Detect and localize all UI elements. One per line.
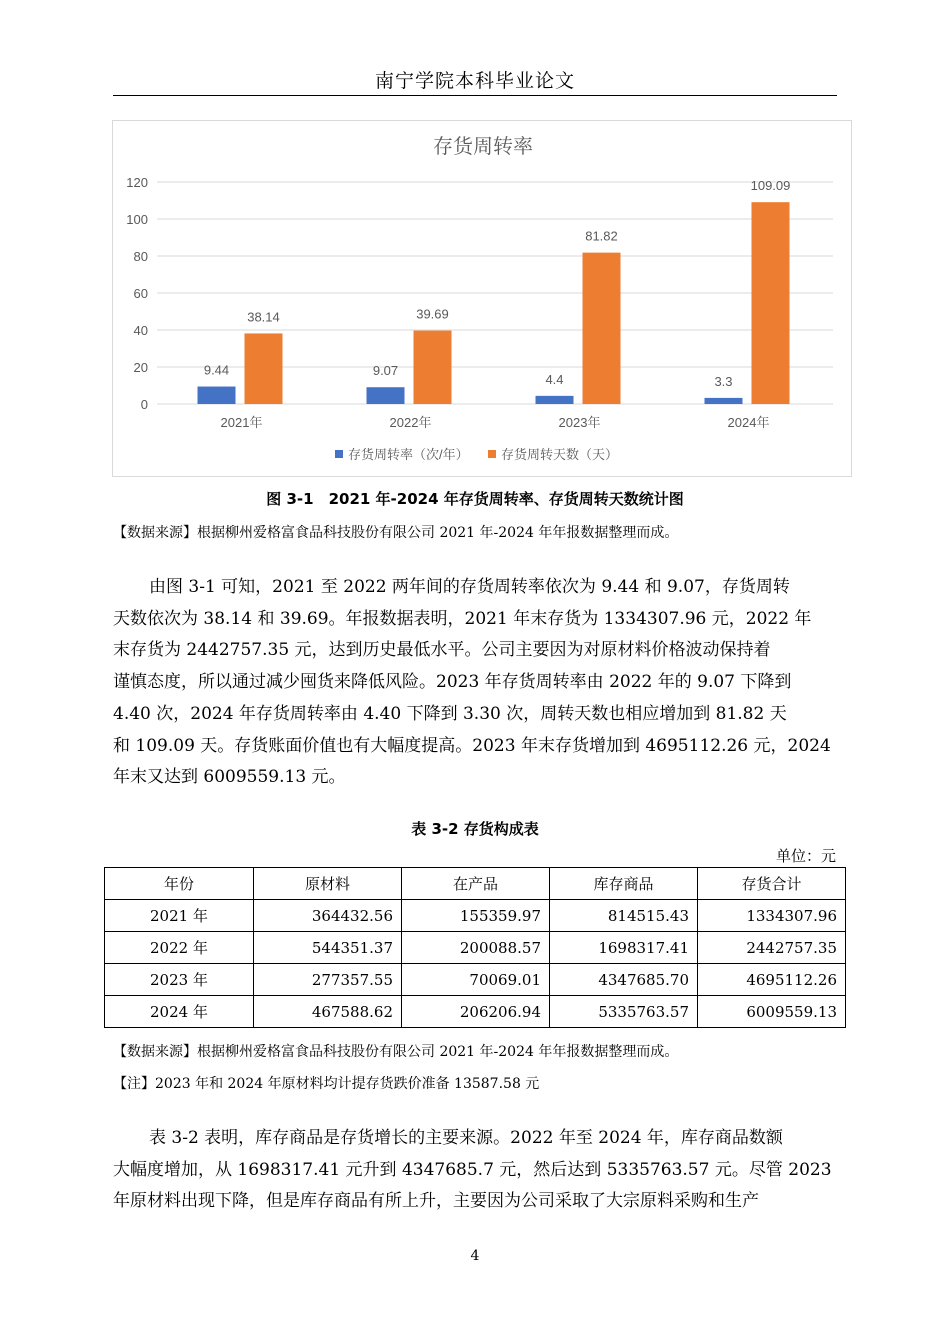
paragraph-line: 大幅度增加，从 1698317.41 元升到 4347685.7 元，然后达到 5335763.57 元。尽管 2023 bbox=[113, 1159, 832, 1180]
table-cell: 2021 年 bbox=[105, 900, 254, 932]
paragraph-line: 由图 3-1 可知，2021 至 2022 两年间的存货周转率依次为 9.44 和 9.07，存货周转 bbox=[149, 577, 790, 597]
y-tick-label: 120 bbox=[126, 175, 148, 190]
paragraph-line: 年末又达到 6009559.13 元。 bbox=[113, 767, 346, 788]
bar bbox=[752, 202, 790, 404]
bar bbox=[198, 387, 236, 404]
data-label: 3.3 bbox=[714, 373, 733, 389]
bar bbox=[414, 331, 452, 404]
table-cell: 155359.97 bbox=[402, 900, 550, 932]
table-cell: 814515.43 bbox=[550, 900, 698, 932]
legend-swatch bbox=[335, 450, 343, 458]
x-tick-label: 2023年 bbox=[558, 415, 601, 430]
inventory-turnover-chart bbox=[113, 121, 853, 478]
table-cell: 277357.55 bbox=[254, 964, 402, 996]
data-label: 109.09 bbox=[750, 178, 791, 194]
table-header-cell: 原材料 bbox=[254, 868, 402, 900]
table-header-cell: 存货合计 bbox=[698, 868, 846, 900]
inventory-composition-table bbox=[104, 867, 846, 1028]
bar bbox=[536, 396, 574, 404]
table-cell: 2023 年 bbox=[105, 964, 254, 996]
table-cell: 2022 年 bbox=[105, 932, 254, 964]
data-label: 81.82 bbox=[585, 228, 618, 244]
data-label: 39.69 bbox=[416, 306, 449, 322]
y-tick-label: 60 bbox=[133, 286, 148, 301]
table-header-row bbox=[105, 868, 846, 900]
table-cell: 2442757.35 bbox=[698, 932, 846, 964]
paragraph-line: 末存货为 2442757.35 元，达到历史最低水平。公司主要因为对原材料价格波动保持着 bbox=[113, 640, 771, 661]
bar bbox=[705, 398, 743, 404]
table-cell: 544351.37 bbox=[254, 932, 402, 964]
page-header-title: 南宁学院本科毕业论文 bbox=[374, 70, 575, 92]
y-tick-label: 0 bbox=[140, 397, 148, 412]
table-note: 【注】2023 年和 2024 年原材料均计提存货跌价准备 13587.58 元 bbox=[113, 1076, 540, 1092]
table-cell: 2024 年 bbox=[105, 996, 254, 1028]
table-cell: 4347685.70 bbox=[550, 964, 698, 996]
paragraph-line: 天数依次为 38.14 和 39.69。年报数据表明，2021 年末存货为 1334307.96 元，2022 年 bbox=[113, 608, 812, 629]
y-tick-label: 40 bbox=[133, 323, 148, 338]
data-label: 9.07 bbox=[372, 363, 399, 379]
paragraph-1 bbox=[113, 572, 838, 794]
table-caption: 表 3-2 存货构成表 bbox=[411, 820, 539, 838]
data-label: 9.44 bbox=[203, 362, 230, 378]
legend-label: 存货周转天数（天） bbox=[501, 447, 619, 462]
paragraph-line: 4.40 次，2024 年存货周转率由 4.40 下降到 3.30 次，周转天数也相应增加到 81.82 天 bbox=[113, 703, 787, 724]
paragraph-line: 谨慎态度，所以通过减少囤货来降低风险。2023 年存货周转率由 2022 年的 9.07 下降到 bbox=[113, 672, 792, 693]
x-tick-label: 2022年 bbox=[389, 415, 432, 430]
table-source: 【数据来源】根据柳州爱格富食品科技股份有限公司 2021 年-2024 年年报数据整理而成。 bbox=[113, 1044, 679, 1060]
table-cell: 4695112.26 bbox=[698, 964, 846, 996]
x-tick-label: 2021年 bbox=[220, 415, 263, 430]
figure-caption: 图 3-1 2021 年-2024 年存货周转率、存货周转天数统计图 bbox=[266, 490, 684, 508]
table-row bbox=[105, 964, 846, 996]
table-header-cell: 库存商品 bbox=[550, 868, 698, 900]
y-tick-label: 80 bbox=[133, 249, 148, 264]
y-tick-label: 20 bbox=[133, 360, 148, 375]
table-cell: 200088.57 bbox=[402, 932, 550, 964]
table-cell: 467588.62 bbox=[254, 996, 402, 1028]
table-row bbox=[105, 932, 846, 964]
bar bbox=[245, 333, 283, 404]
page-number: 4 bbox=[470, 1248, 480, 1264]
table-cell: 206206.94 bbox=[402, 996, 550, 1028]
table-row bbox=[105, 996, 846, 1028]
paragraph-line: 年原材料出现下降，但是库存商品有所上升，主要因为公司采取了大宗原料采购和生产 bbox=[113, 1191, 759, 1212]
table-unit: 单位：元 bbox=[775, 847, 836, 865]
bar bbox=[367, 387, 405, 404]
table-row bbox=[105, 900, 846, 932]
x-tick-label: 2024年 bbox=[727, 415, 770, 430]
paragraph-2 bbox=[113, 1123, 838, 1218]
table-cell: 1334307.96 bbox=[698, 900, 846, 932]
data-label: 4.4 bbox=[545, 371, 564, 387]
figure-source: 【数据来源】根据柳州爱格富食品科技股份有限公司 2021 年-2024 年年报数据整理而成。 bbox=[113, 525, 679, 541]
legend-swatch bbox=[488, 450, 496, 458]
table-header-cell: 在产品 bbox=[402, 868, 550, 900]
bar bbox=[583, 253, 621, 404]
table-cell: 1698317.41 bbox=[550, 932, 698, 964]
y-tick-label: 100 bbox=[126, 212, 148, 227]
table-cell: 364432.56 bbox=[254, 900, 402, 932]
table-cell: 6009559.13 bbox=[698, 996, 846, 1028]
legend-label: 存货周转率（次/年） bbox=[348, 447, 469, 462]
data-label: 38.14 bbox=[247, 309, 280, 325]
chart-frame bbox=[112, 120, 852, 477]
header-rule bbox=[113, 95, 837, 96]
table-cell: 70069.01 bbox=[402, 964, 550, 996]
paragraph-line: 表 3-2 表明，库存商品是存货增长的主要来源。2022 年至 2024 年，库存商品数额 bbox=[149, 1128, 783, 1148]
table-cell: 5335763.57 bbox=[550, 996, 698, 1028]
table-header-cell: 年份 bbox=[105, 868, 254, 900]
paragraph-line: 和 109.09 天。存货账面价值也有大幅度提高。2023 年末存货增加到 4695112.26 元，2024 bbox=[113, 735, 831, 756]
chart-title: 存货周转率 bbox=[433, 136, 533, 158]
